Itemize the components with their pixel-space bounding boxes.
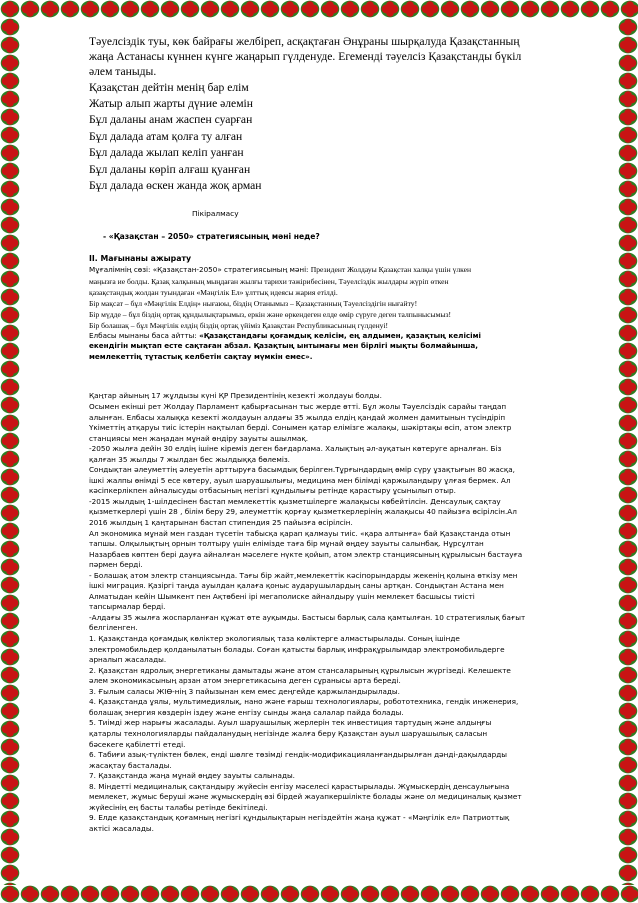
body-line: 7. Қазақстанда жаңа мұнай өңдеу зауыты салынады. <box>89 771 295 781</box>
intro-line: Тәуелсіздік туы, көк байрағы желбіреп, асқақтаған Әнұраны шырқалуда Қазақстанның <box>89 35 520 48</box>
body-line: Алматыдан кейін Шымкент пен Ақтөбені ірі мегаполиске айналдыру үшін мемлекет басшысы тиісті <box>89 591 475 601</box>
poem-line: Бұл далада атам қолға ту алған <box>89 129 243 143</box>
text-line: Бір болашақ – бұл Мәңгілік елдің біздің ортақ үйіміз Қазақстан Республикасының гүлденуі! <box>89 320 389 330</box>
text-line: қазақстандық жолдан туындаған «Мәңгілік Ел» ұлттық идеясы жария етілді. <box>89 287 338 297</box>
body-line: алынған. Елбасы халыққа кезекті жолдауын алдағы 35 жылда елдің қандай жолмен дамитынын түсіндіріп <box>89 412 506 422</box>
body-line: болашақ энергия көздерін іздеу және енгізу сынды жаңа салалар пайда болады. <box>89 707 404 717</box>
poem-line: Бұл далада өскен жанда жоқ арман <box>89 179 262 193</box>
poem-line: Бұл даланы анам жаспен суарған <box>89 113 253 127</box>
elbasy-prefix: Елбасы мынаны баса айтты: <box>89 330 200 340</box>
body-line: 2. Қазақстан ядролық энергетиканы дамытады және атом стансаларының құрылысын жүргізеді. Келешекте <box>89 665 511 675</box>
body-line: актісі жасалады. <box>89 823 154 833</box>
ornamental-border-left <box>0 18 20 885</box>
poem-line: Жатыр алып жарты дүние әлемін <box>89 97 253 111</box>
body-line: 6. Табиғи азық-түліктен бөлек, енді шөлге төзімді гендік-модификацияланғандырылған дәнді-дақылдарды <box>89 750 507 760</box>
body-line: жасақтау басталады. <box>89 760 172 770</box>
body-line: Сондықтан әлеуметтің әлеуетін арттыруға басымдық берілген.Тұрғындардың өмір сүру ұзақтығын 80 жасқа, <box>89 465 515 475</box>
body-line: тапсырмалар берді. <box>89 602 166 612</box>
intro-paragraph <box>89 34 591 80</box>
body-line: Назарбаев көптен бері дауға айналған мәселеге нүкте қойып, атом электр станциясының құрылысын бастауға <box>89 549 523 559</box>
body-line: ішкі миграция. Қазіргі таңда ауылдан қалаға қоныс аударушылардың саны артқан. Сондықтан Астана мен <box>89 581 504 591</box>
body-line: -2015 жылдың 1-шілдесінен бастап мемлекеттік қызметшілерге жалақысы көбейтілсін. Денсаулық сақтау <box>89 496 501 506</box>
body-line: Ал экономика мұнай мен газдан түсетін табысқа қарап қалмауы тиіс. «қара алтынға» бай Қазақстанда отын <box>89 528 511 538</box>
body-line: Қаңтар айының 17 жұлдызы күні ҚР Президентінің кезекті жолдауы болды. <box>89 391 382 401</box>
body-line: жүйесінің ең басты талабы ретінде бекітіледі. <box>89 802 268 812</box>
teacher-word-text: Президент Жолдауы Қазақстан халқы үшін үлкен <box>310 265 472 275</box>
body-line: қалған 35 жылды 7 жылдан бес жылдыққа бөлеміз. <box>89 454 290 464</box>
body-line: арналып жасалады. <box>89 655 167 665</box>
body-line: - Болашақ атом электр станциясында. Тағы бір жайт,мемлекеттік кәсіпорындарды жекенің қолына өткізу мен <box>89 570 518 580</box>
document-content <box>89 34 591 834</box>
body-line: кәсіпкерлікпен айналысуды отбасының негізгі құндылығы ретінде қарастыру ұсынылып отыр. <box>89 486 456 496</box>
teacher-word <box>89 264 591 276</box>
ornamental-border-top <box>0 0 638 18</box>
body-line: 8. Міндетті медициналық сақтандыру жүйесін енгізу мәселесі қарастырылады. Жұмыскердің денсаулығына <box>89 781 510 791</box>
body-line: пәрмен берді. <box>89 560 143 570</box>
body-line: бәсекеге қабілетті етеді. <box>89 739 186 749</box>
intro-line: әлем таныды. <box>89 65 157 79</box>
body-line: ішкі жалпы өнімді 5 есе көтеру, ауыл шаруашылығы, медицина мен білімді қаржыландыру ұлғая бермек. Ал <box>89 475 511 485</box>
text-line: Бір мақсат – бұл «Мәңгілік Елдің» нығаюы, біздің Отанымыз – Қазақстанның Тәуелсіздігін нығайту! <box>89 298 418 308</box>
elbasy-quote <box>89 331 591 363</box>
body-text <box>89 391 591 834</box>
body-line: 4. Қазақстанда ұялы, мультимедиялық, нано және ғарыш технологиялары, робототехника, гендік инженерия, <box>89 697 519 707</box>
reflection-heading: Пікіралмасу <box>192 209 239 219</box>
teacher-word-label: Мұғалімнің сөзі: «Қазақстан-2050» стратегиясының мәні: <box>89 265 311 275</box>
elbasy-quote-line: «Қазақстандағы қоғамдық келісім, ең алдымен, қазақтың келісімі <box>199 330 481 340</box>
body-line: қызметкерлері үшін 28 , білім беру 29, әлеуметтік қорғау қызметкерлерінің жалақысы 40 пайызға өсірілсін.Ал <box>89 507 517 517</box>
body-line: электромобильдер қолданылатын болады. Соған қатысты барлық инфрақұрылымдар электромобильдерге <box>89 644 505 654</box>
poem-line: Қазақстан дейтін менің бар елім <box>89 80 249 94</box>
text-line: маңызға ие болды. Қазақ халқының мыңдаған жылғы тарихи тәжірибесінен, Тәуелсіздік жылдары жүріп өткен <box>89 276 449 286</box>
body-line: -Алдағы 35 жылға жоспарланған құжат өте ауқымды. Бастысы барлық сала қамтылған. 10 стратегиялық бағыт <box>89 612 526 622</box>
body-line: 3. Ғылым саласы ЖІӨ-нің 3 пайызынан кем емес деңгейде қаржыландырылады. <box>89 686 400 696</box>
elbasy-quote-line: мемлекеттің тұтастық келбетін сақтау мүмкін емес». <box>89 351 313 361</box>
strategy-question: - «Қазақстан – 2050» стратегиясының мәні неде? <box>103 232 320 242</box>
ornamental-border-right <box>618 18 638 885</box>
intro-line: жаңа Астанасы күннен күнге жаңарып гүлденуде. Егеменді тәуелсіз Қазақстанды бүкіл <box>89 50 522 64</box>
body-line: мемлекет, жұмыс беруші және жұмыскердің өзі бірдей жауапкершілікте болады және ол медициналық қызмет <box>89 792 522 802</box>
elbasy-quote-line: екендігін мықтап есте сақтаған абзал. Қазақтың ынтымағы мен бірлігі мықты болмайынша, <box>89 341 479 351</box>
poem-line: Бұл даланы көріп алғаш қуанған <box>89 162 251 176</box>
section-heading: II. Мағынаны ажырату <box>89 254 192 264</box>
body-line: әлем экономикасының арзан атом энергетикасына деген сұранысы арта береді. <box>89 676 401 686</box>
body-line: қатарлы технологияларды пайдаланудың негізінде жалға беру Қазақстан ауыл шаруашылық саласын <box>89 728 488 738</box>
ornamental-border-bottom <box>0 885 638 903</box>
poem-line: Бұл далада жылап келіп уанған <box>89 146 244 160</box>
body-line: 1. Қазақстанда қоғамдық көліктер экологиялық таза көліктерге алмастырылады. Соның ішінде <box>89 634 460 644</box>
body-line: 9. Елде қазақстандық қоғамның негізгі құндылықтарын негіздейтін жаңа құжат - «Мәңгілік ел» Патриоттық <box>89 813 510 823</box>
poem <box>89 80 591 195</box>
body-line: белгіленген. <box>89 623 138 633</box>
body-line: -2050 жылға дейін 30 елдің ішіне кіреміз деген бағдарлама. Халықтың әл-ауқатын көтеруге арналған. Біз <box>89 444 502 454</box>
body-line: 2016 жылдың 1 қаңтарынан бастап стипендия 25 пайызға өсірілсін. <box>89 518 353 528</box>
body-line: Үкіметтің атқаруы тиіс істерін нақтылап берді. Сонымен қатар елімізге жалақы, шәкіртақы өсіп, атом электр <box>89 423 512 433</box>
body-line: Осымен екінші рет Жолдау Парламент қабырғасынан тыс жерде өтті. Бұл жолы Тәуелсіздік сарайы таңдап <box>89 402 507 411</box>
text-line: Бір мүдде – бұл біздің ортақ құндылықтарымыз, еркін және өркендеген елде өмір сүруге деген талпынысымыз! <box>89 309 452 319</box>
body-line: 5. Тиімді жер нарығы жасалады. Ауыл шаруашылық жерлерін тек инвестиция тартудың және алдыңғы <box>89 718 492 728</box>
body-line: тапшы. Олқылықтың орнын толтыру үшін елімізде таға бір мұнай өңдеу зауыты салынбақ. Нұрсұлтан <box>89 539 484 549</box>
teacher-word-continued <box>89 276 591 331</box>
body-line: станциясы мен жаңадан мұнай өндіру зауыты ашылмақ. <box>89 433 309 443</box>
